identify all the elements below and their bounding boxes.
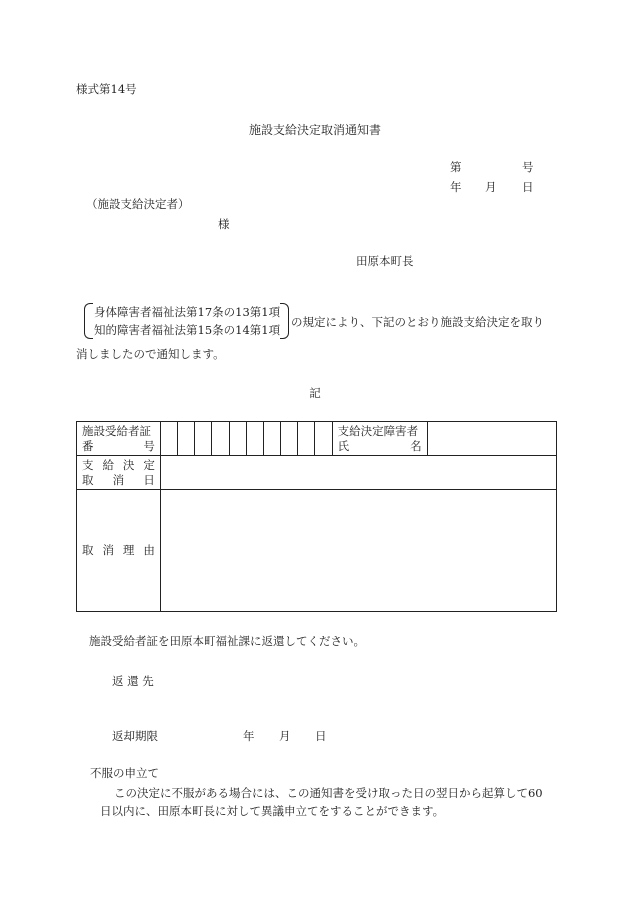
right-bracket [280, 303, 289, 339]
return-deadline-month: 月 [279, 729, 291, 743]
appeal-heading: 不服の申立て [90, 766, 159, 780]
body-text-line-2: 消しましたので通知します。 [76, 347, 225, 361]
notice-table [76, 421, 557, 612]
addressee-honorific: 様 [218, 217, 230, 231]
recipient-number-digit-9[interactable] [298, 422, 315, 456]
return-address-label: 返 還 先 [112, 674, 154, 688]
law-reference-2: 知的障害者福祉法第15条の14第1項 [94, 323, 281, 337]
law-reference-1: 身体障害者福祉法第17条の13第1項 [94, 305, 281, 319]
recipient-number-digit-6[interactable] [246, 422, 263, 456]
recipient-number-label: 施設受給者証 番 号 [77, 422, 161, 456]
return-deadline-label: 返却期限 [112, 729, 158, 743]
recipient-number-digit-10[interactable] [315, 422, 332, 456]
appeal-text-line-2: 日以内に、田原本町長に対して異議申立てをすることができます。 [100, 804, 445, 818]
doc-number-suffix: 号 [522, 160, 534, 174]
body-text-line-1: の規定により、下記のとおり施設支給決定を取り [291, 315, 544, 329]
date-month: 月 [485, 180, 497, 194]
issuer: 田原本町長 [356, 254, 414, 268]
table-row [77, 456, 557, 490]
table-row [77, 422, 557, 456]
recipient-number-digit-8[interactable] [281, 422, 298, 456]
ki-heading: 記 [309, 386, 321, 400]
date-day: 日 [522, 180, 534, 194]
recipient-number-digit-7[interactable] [263, 422, 280, 456]
addressee-label: （施設支給決定者） [86, 197, 190, 211]
return-notice: 施設受給者証を田原本町福祉課に返還してください。 [89, 634, 365, 648]
recipient-number-digit-2[interactable] [178, 422, 195, 456]
cancellation-reason-field[interactable] [160, 490, 556, 612]
form-number: 様式第14号 [76, 82, 137, 96]
doc-number-prefix: 第 [450, 160, 462, 174]
document-title: 施設支給決定取消通知書 [248, 123, 381, 137]
recipient-number-digit-5[interactable] [229, 422, 246, 456]
recipient-number-digit-4[interactable] [212, 422, 229, 456]
cancellation-date-field[interactable] [160, 456, 556, 490]
recipient-number-digit-3[interactable] [195, 422, 212, 456]
cancellation-reason-label: 取 消 理 由 [77, 490, 161, 612]
appeal-text-line-1: この決定に不服がある場合には、この通知書を受け取った日の翌日から起算して60 [114, 786, 543, 800]
table-row [77, 490, 557, 612]
return-deadline-year: 年 [243, 729, 255, 743]
date-year: 年 [450, 180, 462, 194]
recipient-number-digit-1[interactable] [160, 422, 177, 456]
left-bracket [84, 303, 93, 339]
return-deadline-day: 日 [315, 729, 327, 743]
cancellation-date-label: 支 給 決 定 取 消 日 [77, 456, 161, 490]
person-name-label: 支給決定障害者 氏 名 [332, 422, 427, 456]
person-name-field[interactable] [427, 422, 556, 456]
